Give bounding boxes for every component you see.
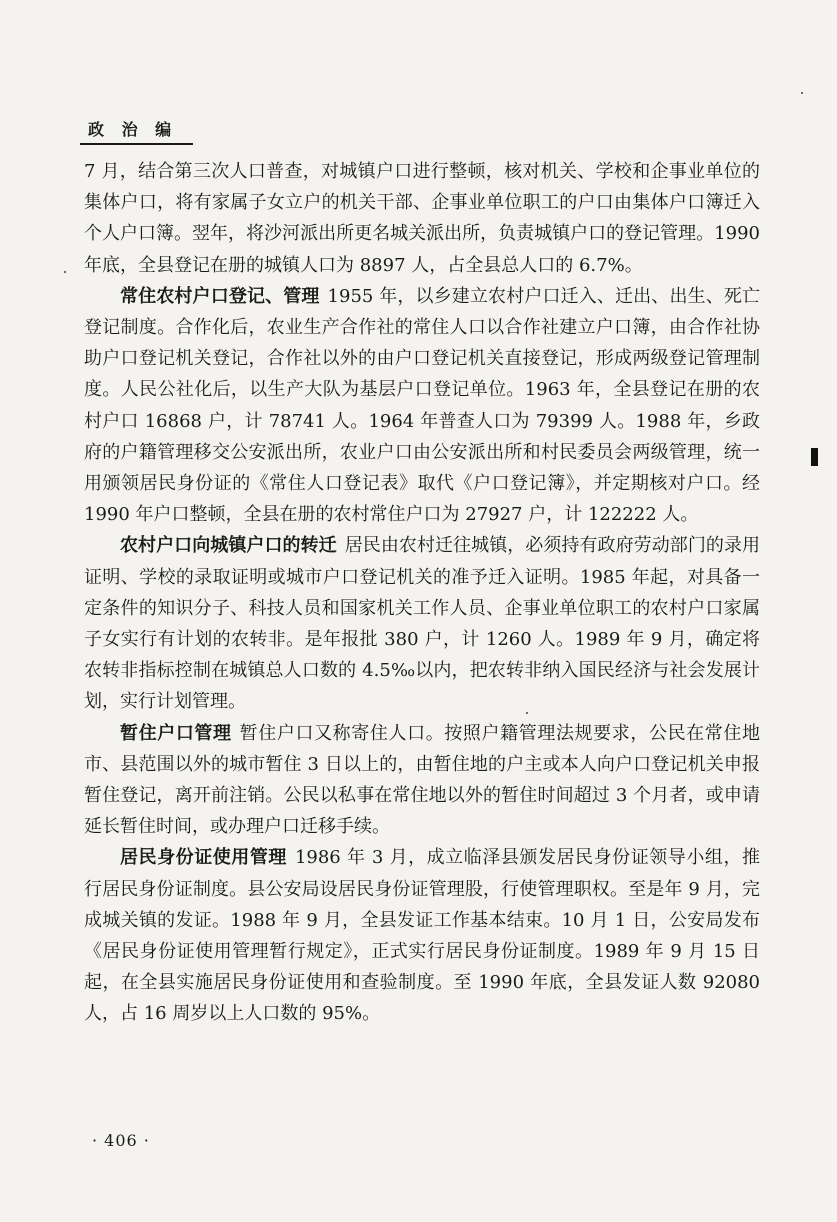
paragraph-1-text: 7 月，结合第三次人口普查，对城镇户口进行整顿，核对机关、学校和企事业单位的集体户口，将有家属子女立户的机关干部、企事业单位职工的户口由集体户口簿迁入个人户口簿。翌年，将沙河派出所更名城关派出所，负责城镇户口的登记管理。1990 年底，全县登记在册的城镇人口为 8897 人，占全县总人口的 6.7%。 bbox=[84, 161, 760, 276]
scan-artifact-mark bbox=[811, 448, 818, 466]
paragraph-4-heading: 暂住户口管理 bbox=[120, 722, 232, 744]
paragraph-3-text: 居民由农村迁往城镇，必须持有政府劳动部门的录用证明、学校的录取证明或城市户口登记机关的准予迁入证明。1985 年起，对具备一定条件的知识分子、科技人员和国家机关工作人员、企事业单位职工的农村户口家属子女实行有计划的农转非。是年报批 380 户，计 1260 人。1989 年 9 月，确定将农转非指标控制在城镇总人口数的 4.5‰以内，把农转非纳入国民经济与社会发展计划，实行计划管理。 bbox=[84, 535, 761, 713]
paragraph-2-heading: 常住农村户口登记、管理 bbox=[120, 285, 320, 307]
paragraph-4-text: 暂住户口又称寄住人口。按照户籍管理法规要求，公民在常住地市、县范围以外的城市暂住 3 日以上的，由暂住地的户主或本人向户口登记机关申报暂住登记，离开前注销。公民以私事在常住地以外的暂住时间超过 3 个月者，或申请延长暂住时间，或办理户口迁移手续。 bbox=[84, 722, 761, 838]
paragraph-4 bbox=[84, 718, 760, 843]
scan-artifact-dot bbox=[526, 712, 528, 714]
header-rule bbox=[80, 143, 193, 145]
scan-artifact-dot bbox=[801, 92, 803, 94]
paragraph-5 bbox=[84, 842, 760, 1029]
paragraph-5-text: 1986 年 3 月，成立临泽县颁发居民身份证领导小组，推行居民身份证制度。县公安局设居民身份证管理股，行使管理职权。至是年 9 月，完成城关镇的发证。1988 年 9 月，全县发证工作基本结束。10 月 1 日，公安局发布《居民身份证使用管理暂行规定》，正式实行居民身份证制度。1989 年 9 月 15 日起，在全县实施居民身份证使用和查验制度。至 1990 年底，全县发证人数 92080 人，占 16 周岁以上人口数的 95%。 bbox=[84, 847, 760, 1025]
paragraph-5-heading: 居民身份证使用管理 bbox=[120, 847, 287, 869]
paragraph-3 bbox=[84, 530, 760, 717]
paragraph-2 bbox=[84, 281, 760, 531]
page-number: · 406 · bbox=[92, 1131, 150, 1150]
paragraph-1 bbox=[84, 156, 760, 281]
paragraph-3-heading: 农村户口向城镇户口的转迁 bbox=[120, 535, 337, 557]
main-text bbox=[84, 156, 760, 1030]
section-title: 政 治 编 bbox=[88, 120, 178, 139]
paragraph-2-text: 1955 年，以乡建立农村户口迁入、迁出、出生、死亡登记制度。合作化后，农业生产合作社的常住人口以合作社建立户口簿，由合作社协助户口登记机关登记，合作社以外的由户口登记机关直接登记，形成两级登记管理制度。人民公社化后，以生产大队为基层户口登记单位。1963 年，全县登记在册的农村户口 16868 户，计 78741 人。1964 年普查人口为 79399 人。1988 年，乡政府的户籍管理移交公安派出所，农业户口由公安派出所和村民委员会两级管理，统一用颁领居民身份证的《常住人口登记表》取代《户口登记簿》，并定期核对户口。经 1990 年户口整顿，全县在册的农村常住户口为 27927 户，计 122222 人。 bbox=[84, 285, 761, 526]
scan-artifact-dot bbox=[64, 271, 66, 273]
